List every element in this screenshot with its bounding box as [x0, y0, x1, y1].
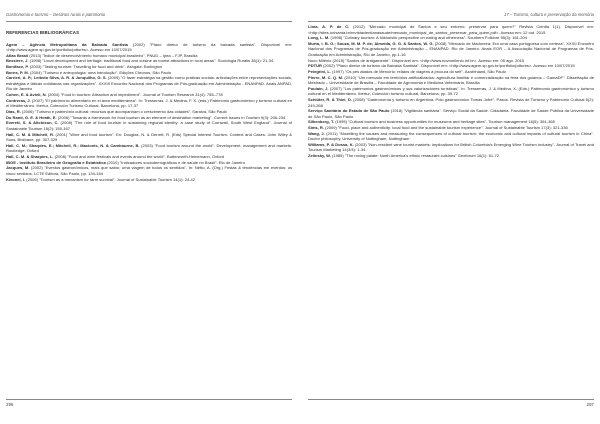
reference-text: Novo Milênio (2015) "Santos de antigamente". Disponível em: <http://www.novomilenio.inf.br>. Acesso em: 05 ago. 2015 — [308, 57, 525, 63]
reference-entry — [308, 108, 594, 119]
reference-author: Lima, A. P. de C. — [308, 24, 350, 29]
reference-list — [308, 24, 594, 159]
reference-author: Carrieri, A. P.; Leitedo Silva, A. R. & Junquilho, G. S. — [6, 75, 107, 81]
reference-entry — [308, 24, 594, 35]
reference-text: (2007) "Los patrimonios gastronómicos y sus valorizaciones turísticas". In: Tresserras, J. & Medina, X. (Eds.) Patrimonio gastronómico y turismo cultural en el Mediterráneo. Ibertur, Colección turismo cultural, Barcelona, pp. 39-72 — [308, 85, 594, 97]
reference-text: (2009) "O fazer estratégia na gestão como práticas sociais: articulações entre representações sociais, estratégias e táticas cotidianas nas organizações". XXXIII Encontro Nacional dos Programas de Pós-graduação em Administração - ENANPAD. Anais ANPAD, Rio de Janeiro — [6, 75, 292, 92]
reference-text: (1985) "The roving palate: North America's ethnic restaurant cuisines" Geoforum 16(1): 51-72 — [330, 153, 499, 159]
reference-entry — [308, 119, 594, 125]
page-body — [6, 30, 292, 392]
reference-author: Sims, R. — [308, 125, 324, 131]
reference-text: (2013) "Índice de desenvolvimento humano municipal brasileiro". PNUD – Ipea – FJP, Brasília — [28, 52, 198, 58]
reference-text: (2002) "Plano diretor de turismo da Baixada Santista". Disponível em: <http://www.agem.sp.gov.br/portfolio/pdturbs>. Acesso em 10/07/2015 — [321, 63, 575, 69]
reference-text: (1998) "Local development and heritage: traditional food and cuisine as tourist attractions in rural areas". Sociologia Ruralis 38(1): 21-34 — [28, 58, 274, 64]
reference-entry — [6, 109, 292, 115]
reference-entry — [6, 115, 292, 121]
reference-text: (2008) "Gastronomía y turismo en Argentina. Polo gastronómico Tomas Jofré". Pasos. Revista de Turismo y Patrimonio Cultural 6(2): 249-268 — [308, 97, 594, 108]
page-number: 297 — [308, 399, 594, 410]
reference-author: Cohen, E. & Avieli, N. — [6, 92, 47, 98]
reference-text: (1918) "Vigilância sanitária". Serviço Social da Saúde. Cidadania. Faculdade de Saúde Pública da Universidade de São Paulo, São Paulo — [308, 108, 594, 119]
section-title: REFERENCIAS BIBLIOGRÁFICAS — [6, 30, 80, 35]
reference-author: Pierre, M. C. Q. M. — [308, 74, 344, 80]
reference-text: (1998) "Culinary tourism: A folkloristic perspective on eating and otherness". Southern Folklore 55(3): 181-204 — [329, 35, 528, 41]
reference-entry — [308, 75, 594, 86]
reference-entry — [6, 160, 292, 166]
reference-text: (2002) "Plano diretor de turismo da baixada santista". Disponível em: <http://www.agem.sp.gov.br/portfolio/pdturbs>. Acesso em 10/07/2015 — [6, 41, 292, 52]
reference-entry — [6, 177, 292, 183]
reference-text: (2003) "Food tourism around the world". Development, management and markets. Routledge, Oxford — [6, 142, 292, 154]
reference-text: (2008) "Mercado de Madureira: Era uma casa portuguesa com certeza". XXXII Encontro Nacional dos Programas de Pós-graduação em Administração – ENANPAD. Rio de Janeiro. Anais EOR – A Associação Nacional de Programas de Pós-Graduação em Administração, Rio de Janeiro, pp.1-16 — [308, 40, 594, 57]
reference-entry — [308, 97, 594, 108]
reference-text: (2010) "Um mercado em territórios artificializados: agricultura familiar e comercialização na feira dos goianos – GamaDF". Dissertação de Mestrado – Universidade de Brasília – Faculdade de Agronomia e Medicina Veterinária, Brasília — [308, 74, 594, 86]
reference-entry — [308, 131, 594, 142]
reference-entry — [308, 58, 594, 64]
reference-text: (1997) "Os pés atados de Mercúrio: relatos de viagens à procura do self". Azahrhawd, São Paulo — [330, 68, 506, 74]
reference-text: (2001) "Wine and food tourism". En: Douglas, N. & Derrett, R. (Eds) Special Interest Tourism: Context and Cases. John Wiley & Sons, Brisbane, pp. 307-329 — [6, 131, 292, 143]
reference-text: (2011) "Modelling the causes and measuring the consequences of cultural tourism: the economic and cultural impacts of cultural tourism in China". Doctor philosophy. University of Nottingham, Nottingham — [308, 130, 594, 142]
reference-author: Serviço Sanitário do Estado de São Paulo — [308, 108, 390, 114]
reference-text: (2004) "Turismo e antropologia: uma introdução". Edições Chronos, São Paulo — [28, 69, 172, 75]
reference-author: Hall, C. M. & Sharples, L. — [6, 153, 54, 159]
reference-text: (2002) "Eventos gastronômicos, mais que sabor, uma viagem de todos os sentidos". In: Netto, A. (Org.) Festas & tendências em eventos: os cinco sentidos. LCTE Editora, São Paulo, pp. 134-154 — [6, 165, 292, 176]
reference-author: Burns, P. M. — [6, 69, 29, 75]
reference-author: Long, L. M. — [308, 35, 330, 41]
reference-entry — [6, 98, 292, 109]
reference-author: Poulain, J. — [308, 85, 329, 91]
reference-author: Murta, I. B. G.; Souza, M. M. P. de; Almeida, G. G. & Santos, W. G. — [308, 40, 434, 46]
reference-entry — [6, 120, 292, 131]
running-header: 17 – Turismo, cultura e preservação da memória — [308, 12, 594, 22]
reference-entry — [308, 63, 594, 69]
reference-list — [6, 42, 292, 183]
reference-author: PDTUR — [308, 63, 322, 69]
reference-author: Agem – Agência Metropolitana da Baixada Santista — [6, 41, 128, 47]
reference-text: (2007) "El patrimonio alimentario en el área mediterránea". In: Tresserras, J. & Medina, F. X. (eds.) Patrimonio gastronómico y turismo cultural en el Mediterráneo. Ibertur, Colección Turismo Cultural, Barcelona, pp. 17-37 — [6, 97, 292, 109]
reference-entry — [308, 86, 594, 97]
reference-author: Contreras, J. — [6, 97, 31, 103]
page-body — [308, 24, 594, 392]
reference-entry — [6, 70, 292, 76]
reference-entry — [6, 42, 292, 53]
reference-author: IBGE - Instituto Brasileiro de Geografia e Estatística — [6, 159, 106, 165]
running-header: Gastronomia e turismo – Destinos rurais e patrimonio — [6, 12, 292, 22]
reference-text: (1995) "Cultural tourism and business opportunities for museums and heritage sites". Tourism management 16(5): 361-365 — [334, 119, 555, 125]
reference-author: Schlüter, R. & Thiel, D. — [308, 97, 352, 102]
reference-text: (2009) "Food, place and authenticity: local food and the sustainable tourism experience". Journal of Sustainable Tourism 17(3): 321-336 — [323, 125, 568, 131]
reference-text: (2006) "Towards a framework for food tourism as an element of destination marketing". Current Issues in Tourism 9(3): 206-234 — [56, 114, 286, 120]
reference-text: (2008) "The role of food tourism in sustaining regional identity: a case study of Cornwall, South West England". Journal of Sustainable Tourism 16(2): 150-167 — [6, 120, 292, 131]
reference-entry — [6, 165, 292, 176]
reference-text: (2004) "Food in tourism: Attraction and impediment". Journal of Tourism Research 31(4): 755–778 — [46, 92, 223, 98]
reference-author: Bessiere, J. — [6, 58, 29, 64]
reference-author: Silkenberg, T. — [308, 119, 335, 125]
reference-text: (2010) "Indicadores sociodemográficos e de saúde no Brasil". Rio de Janeiro — [105, 159, 245, 165]
reference-text: (2006) "Turismo e patrimônio cultural: recursos que acompanham o crescimento das cidades". Saraiva, São Paulo — [20, 109, 227, 114]
reference-author: Pelegrini, L. — [308, 68, 331, 74]
reference-entry — [6, 132, 292, 143]
right-page — [300, 0, 600, 424]
reference-entry — [308, 69, 594, 75]
reference-author: Hall, C. M.; Sharples, E.; Mitchell, R.; Macionis, N. & Cambourne, B. — [6, 142, 140, 148]
reference-author: Wang, J. — [308, 130, 325, 136]
reference-author: Everett, S. & Aitchison, C. — [6, 120, 59, 126]
reference-entry — [6, 154, 292, 160]
page-number: 296 — [6, 399, 292, 410]
reference-entry — [6, 92, 292, 98]
reference-entry — [6, 53, 292, 59]
reference-author: Hall, C. M. & Mitchell, R. — [6, 131, 54, 137]
reference-text: (2003) "Non-resident wine tourist markets: implications for British Columbia's Emerging Wine Tourism Industry". Journal of Travel and Tourism Marketing 14(3/4): 1-34 — [308, 141, 594, 153]
reference-entry — [6, 143, 292, 154]
reference-text: (2008) "Food and wine festivals and events around the world". Butterworth-Heinemann, Oxford — [53, 153, 225, 159]
reference-text: (2006) "Tourism as a mecanism for farm survival". Journal of Sustainable Tourism 14(1): 24-42 — [25, 176, 196, 182]
reference-author: Dias, R. — [6, 109, 21, 114]
reference-author: Jacques, M. — [6, 165, 30, 171]
reference-entry — [308, 35, 594, 41]
reference-entry — [308, 125, 594, 131]
reference-author: Williams, P. & Dossa, K. — [308, 141, 354, 147]
reference-entry — [308, 153, 594, 159]
reference-author: Boniface, P. — [6, 64, 29, 70]
reference-author: Atlas Brasil — [6, 52, 29, 58]
reference-text: (2003) "Tasting tourism: Travelling for food and drink". Ashgate: Burlington — [28, 64, 163, 70]
reference-author: Du Rand, G. E. & Heath, E. — [6, 114, 57, 120]
reference-author: Kivonel, I. — [6, 176, 26, 182]
reference-author: Zelinsky, W. — [308, 153, 331, 159]
reference-text: (2012) "Mercado municipal de Santos e seu entorno: preservar para quem?" Revista Cientia 1(1). Disponível em: <http://sites.unisanta.br/revistacientianasaude/mercado_municipal_de_santos_preservar_para_quem.pdf>. Acesso em: 12 out. 2015 — [308, 24, 594, 35]
reference-entry — [6, 75, 292, 92]
reference-entry — [308, 41, 594, 58]
reference-entry — [6, 58, 292, 64]
reference-entry — [308, 142, 594, 153]
reference-entry — [6, 64, 292, 70]
